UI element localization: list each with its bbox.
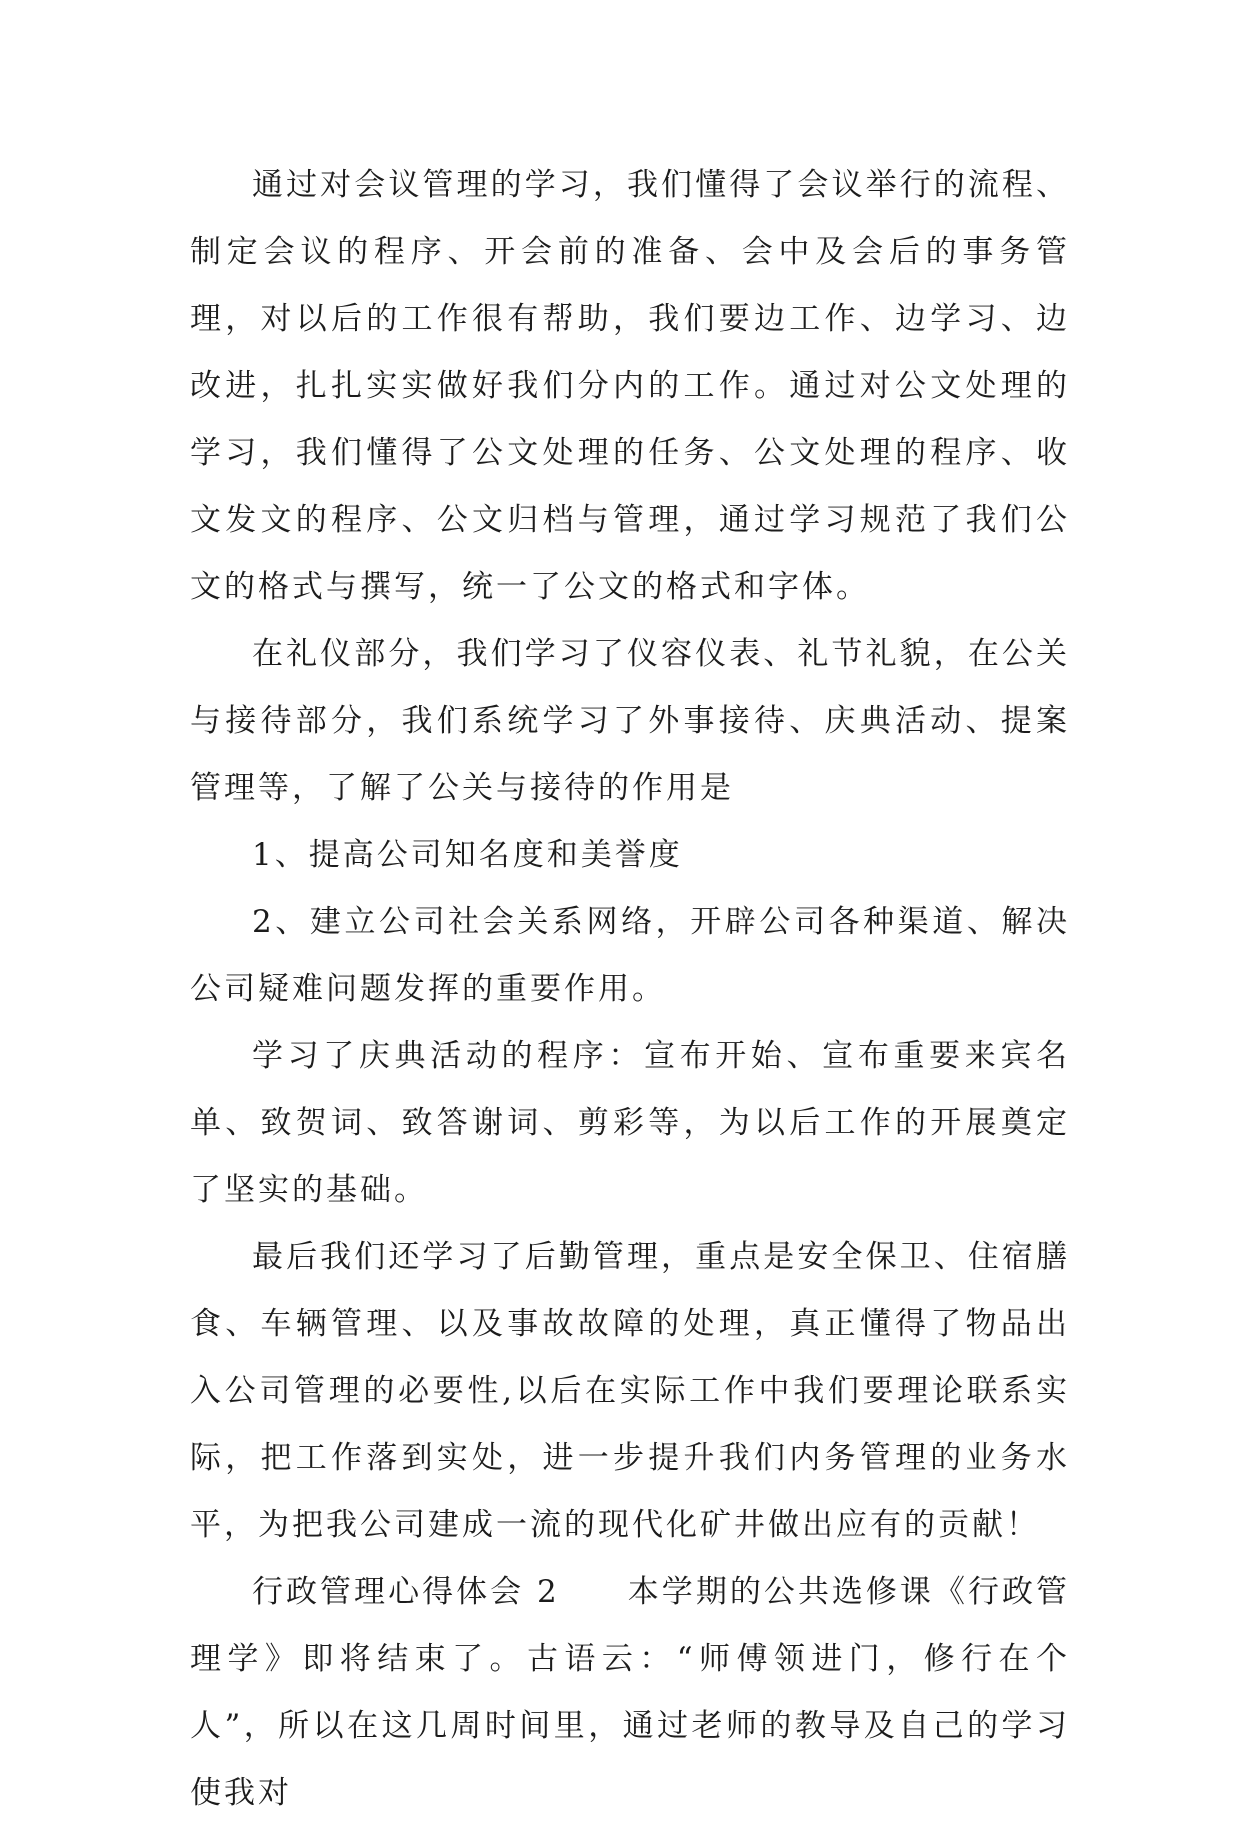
paragraph-item-1: 1、提高公司知名度和美誉度 (252, 837, 683, 873)
paragraph-meeting-document-management: 通过对会议管理的学习，我们懂得了会议举行的流程、制定会议的程序、开会前的准备、会中及会后的事务管理，对以后的工作很有帮助，我们要边工作、边学习、边改进，扎扎实实做好我们分内的工作。通过对公文处理的学习，我们懂得了公文处理的任务、公文处理的程序、收文发文的程序、公文归档与管理，通过学习规范了我们公文的格式与撰写，统一了公文的格式和字体。 (190, 167, 1070, 605)
paragraph-admin-course-reflection: 行政管理心得体会 2 本学期的公共选修课《行政管理学》即将结束了。古语云：“师傅领进门，修行在个人”，所以在这几周时间里，通过老师的教导及自己的学习使我对 (190, 1574, 1070, 1811)
document-body (190, 152, 1070, 1827)
paragraph-logistics-management: 最后我们还学习了后勤管理，重点是安全保卫、住宿膳食、车辆管理、以及事故故障的处理，真正懂得了物品出入公司管理的必要性,以后在实际工作中我们要理论联系实际，把工作落到实处，进一步提升我们内务管理的业务水平，为把我公司建成一流的现代化矿井做出应有的贡献！ (190, 1239, 1070, 1543)
paragraph-item-2: 2、建立公司社会关系网络，开辟公司各种渠道、解决公司疑难问题发挥的重要作用。 (190, 904, 1070, 1007)
paragraph-etiquette-reception: 在礼仪部分，我们学习了仪容仪表、礼节礼貌，在公关与接待部分，我们系统学习了外事接待、庆典活动、提案管理等，了解了公关与接待的作用是 (190, 636, 1070, 806)
paragraph-ceremony-procedure: 学习了庆典活动的程序：宣布开始、宣布重要来宾名单、致贺词、致答谢词、剪彩等，为以后工作的开展奠定了坚实的基础。 (190, 1038, 1070, 1208)
